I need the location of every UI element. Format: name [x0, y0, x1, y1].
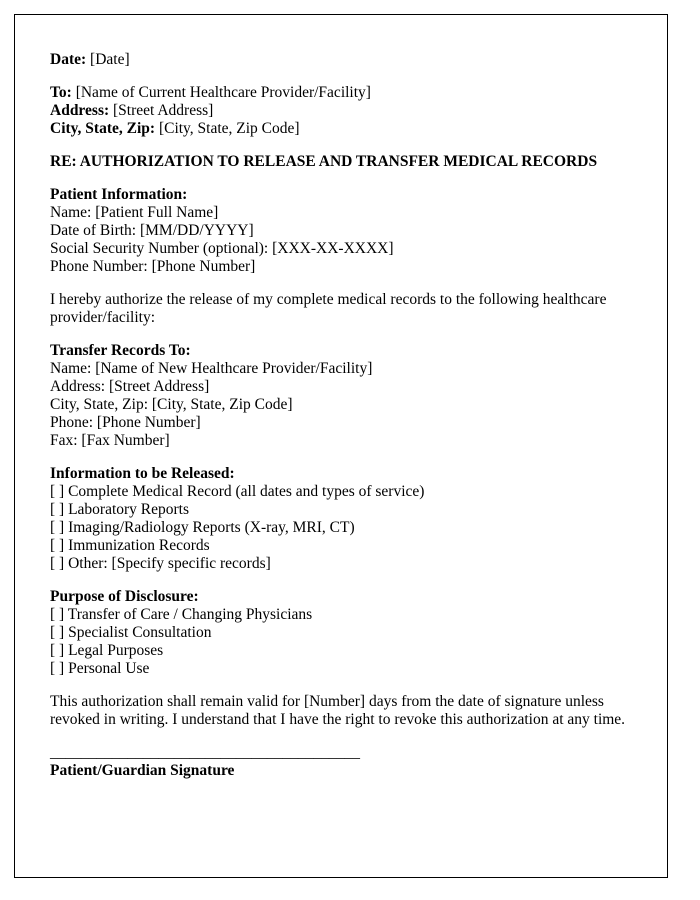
- checkbox-item-personal-use: [ ] Personal Use: [50, 660, 150, 677]
- checkbox-item-transfer-of-care: [ ] Transfer of Care / Changing Physicians: [50, 606, 313, 623]
- recipient-to-line: [50, 84, 632, 102]
- document-page: [14, 14, 668, 878]
- transfer-to-heading: Transfer Records To:: [50, 342, 191, 359]
- signature-line: ________________________________________: [50, 744, 360, 761]
- city-label: City, State, Zip:: [50, 120, 156, 137]
- subject-line: RE: AUTHORIZATION TO RELEASE AND TRANSFER MEDICAL RECORDS: [50, 153, 598, 170]
- information-released-heading: Information to be Released:: [50, 465, 235, 482]
- to-label: To:: [50, 84, 72, 101]
- recipient-address-line: [50, 102, 632, 120]
- transfer-fax-line: Fax: [Fax Number]: [50, 432, 170, 449]
- checkbox-item-complete-record: [ ] Complete Medical Record (all dates and types of service): [50, 483, 425, 500]
- recipient-city-line: [50, 120, 632, 138]
- transfer-name-line: Name: [Name of New Healthcare Provider/Facility]: [50, 360, 373, 377]
- transfer-city-line: City, State, Zip: [City, State, Zip Code]: [50, 396, 293, 413]
- transfer-address-line: Address: [Street Address]: [50, 378, 210, 395]
- checkbox-item-legal-purposes: [ ] Legal Purposes: [50, 642, 164, 659]
- address-label: Address:: [50, 102, 110, 119]
- patient-name-line: Name: [Patient Full Name]: [50, 204, 219, 221]
- transfer-phone-line: Phone: [Phone Number]: [50, 414, 201, 431]
- patient-phone-line: Phone Number: [Phone Number]: [50, 258, 256, 275]
- checkbox-item-specialist-consultation: [ ] Specialist Consultation: [50, 624, 212, 641]
- information-released-block: [50, 465, 632, 573]
- patient-info-heading: Patient Information:: [50, 186, 188, 203]
- subject-block: [50, 153, 632, 171]
- checkbox-item-immunization-records: [ ] Immunization Records: [50, 537, 210, 554]
- patient-info-block: [50, 186, 632, 276]
- transfer-to-block: [50, 342, 632, 450]
- date-label: Date:: [50, 51, 87, 68]
- signature-label: Patient/Guardian Signature: [50, 762, 235, 779]
- validity-block: [50, 693, 632, 729]
- patient-dob-line: Date of Birth: [MM/DD/YYYY]: [50, 222, 254, 239]
- checkbox-item-other: [ ] Other: [Specify specific records]: [50, 555, 271, 572]
- date-block: [50, 51, 632, 69]
- patient-ssn-line: Social Security Number (optional): [XXX-XX-XXXX]: [50, 240, 394, 257]
- recipient-block: [50, 84, 632, 138]
- city-value: [City, State, Zip Code]: [158, 120, 300, 137]
- authorization-statement: I hereby authorize the release of my complete medical records to the following healthcare provider/facility:: [50, 291, 607, 326]
- purpose-block: [50, 588, 632, 678]
- signature-block: [50, 744, 632, 780]
- date-value: [Date]: [90, 51, 130, 68]
- address-value: [Street Address]: [113, 102, 214, 119]
- purpose-heading: Purpose of Disclosure:: [50, 588, 199, 605]
- date-line: [50, 51, 632, 69]
- checkbox-item-imaging-reports: [ ] Imaging/Radiology Reports (X-ray, MRI, CT): [50, 519, 355, 536]
- authorization-statement-block: [50, 291, 632, 327]
- to-value: [Name of Current Healthcare Provider/Facility]: [75, 84, 371, 101]
- validity-paragraph: This authorization shall remain valid for [Number] days from the date of signature unless revoked in writing. I understand that I have the right to revoke this authorization at any time.: [50, 693, 626, 728]
- checkbox-item-laboratory-reports: [ ] Laboratory Reports: [50, 501, 190, 518]
